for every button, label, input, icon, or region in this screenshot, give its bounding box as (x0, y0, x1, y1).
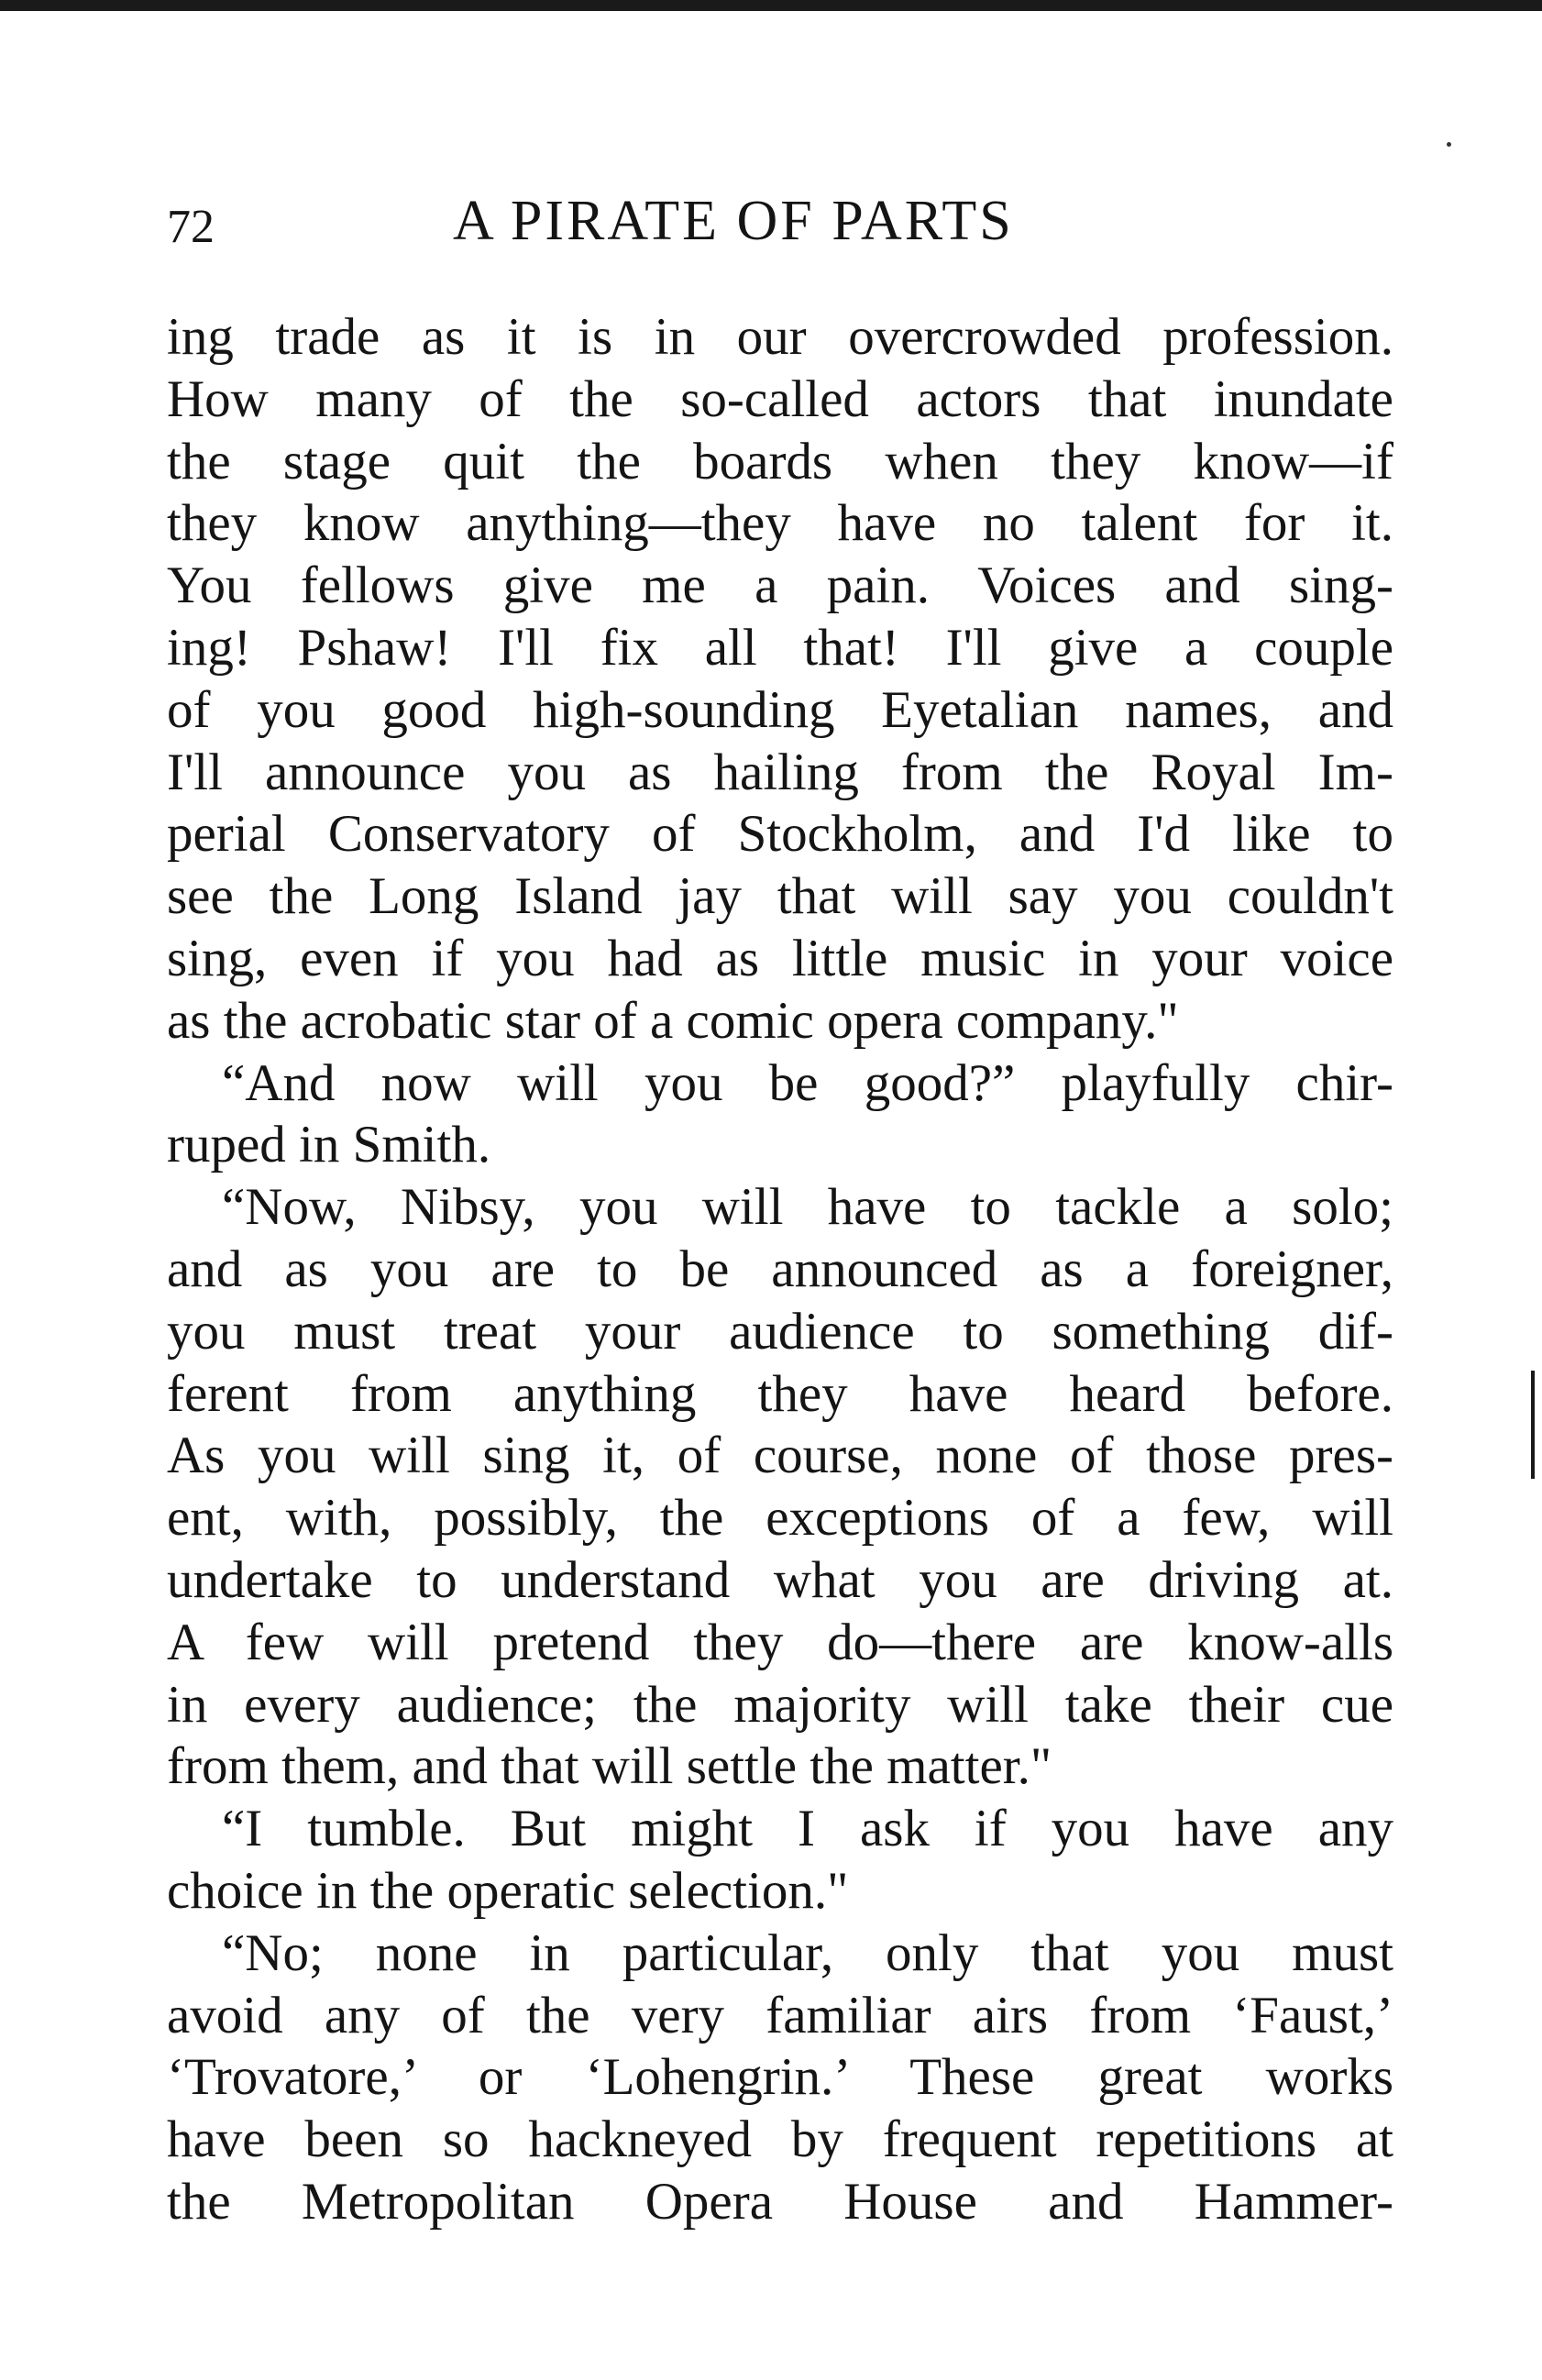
text-line: ent, with, possibly, the exceptions of a few, will (167, 1489, 1393, 1548)
text-line: see the Long Island jay that will say you couldn't (167, 867, 1393, 926)
margin-mark (1531, 1371, 1535, 1479)
text-line: you must treat your audience to something dif- (167, 1302, 1393, 1361)
text-line: undertake to understand what you are driving at. (167, 1550, 1393, 1609)
running-title: A PIRATE OF PARTS (453, 190, 1014, 252)
text-line: ruped in Smith. (167, 1116, 491, 1174)
text-line: “No; none in particular, only that you must (222, 1923, 1393, 1982)
text-line: How many of the so-called actors that inundate (167, 369, 1393, 428)
text-line: A few will pretend they do—there are know-alls (167, 1613, 1393, 1671)
body-text (167, 306, 1393, 2233)
text-line: sing, even if you had as little music in your voice (167, 929, 1393, 987)
text-line: the Metropolitan Opera House and Hammer- (167, 2172, 1393, 2231)
text-line: perial Conservatory of Stockholm, and I'd like to (167, 805, 1393, 864)
text-line: I'll announce you as hailing from the Royal Im- (167, 743, 1393, 801)
page-header (167, 183, 1395, 257)
text-line: in every audience; the majority will take their cue (167, 1675, 1393, 1734)
text-line: You fellows give me a pain. Voices and sing- (167, 556, 1393, 615)
text-line: as the acrobatic star of a comic opera company." (167, 991, 1179, 1050)
text-line: of you good high-sounding Eyetalian names, and (167, 680, 1393, 739)
text-line: ing! Pshaw! I'll fix all that! I'll give a couple (167, 618, 1393, 677)
text-line: ferent from anything they have heard before. (167, 1364, 1393, 1423)
page-number: 72 (167, 201, 215, 253)
text-line: choice in the operatic selection." (167, 1861, 849, 1920)
scan-speck (1447, 142, 1451, 147)
text-line: the stage quit the boards when they know—if (167, 432, 1393, 490)
text-line: As you will sing it, of course, none of those pres- (167, 1427, 1393, 1485)
text-line: and as you are to be announced as a foreigner, (167, 1240, 1393, 1298)
text-line: from them, and that will settle the matter." (167, 1737, 1052, 1796)
text-line: avoid any of the very familiar airs from ‘Faust,’ (167, 1986, 1393, 2044)
text-line: ing trade as it is in our overcrowded profession. (167, 308, 1393, 366)
text-line: have been so hackneyed by frequent repetitions at (167, 2110, 1393, 2169)
text-line: “Now, Nibsy, you will have to tackle a solo; (222, 1178, 1393, 1237)
text-line: “And now will you be good?” playfully chir- (222, 1053, 1393, 1112)
text-line: “I tumble. But might I ask if you have any (222, 1800, 1393, 1858)
text-line: ‘Trovatore,’ or ‘Lohengrin.’ These great works (167, 2048, 1393, 2107)
text-line: they know anything—they have no talent for it. (167, 494, 1393, 553)
top-border-rule (0, 0, 1542, 11)
